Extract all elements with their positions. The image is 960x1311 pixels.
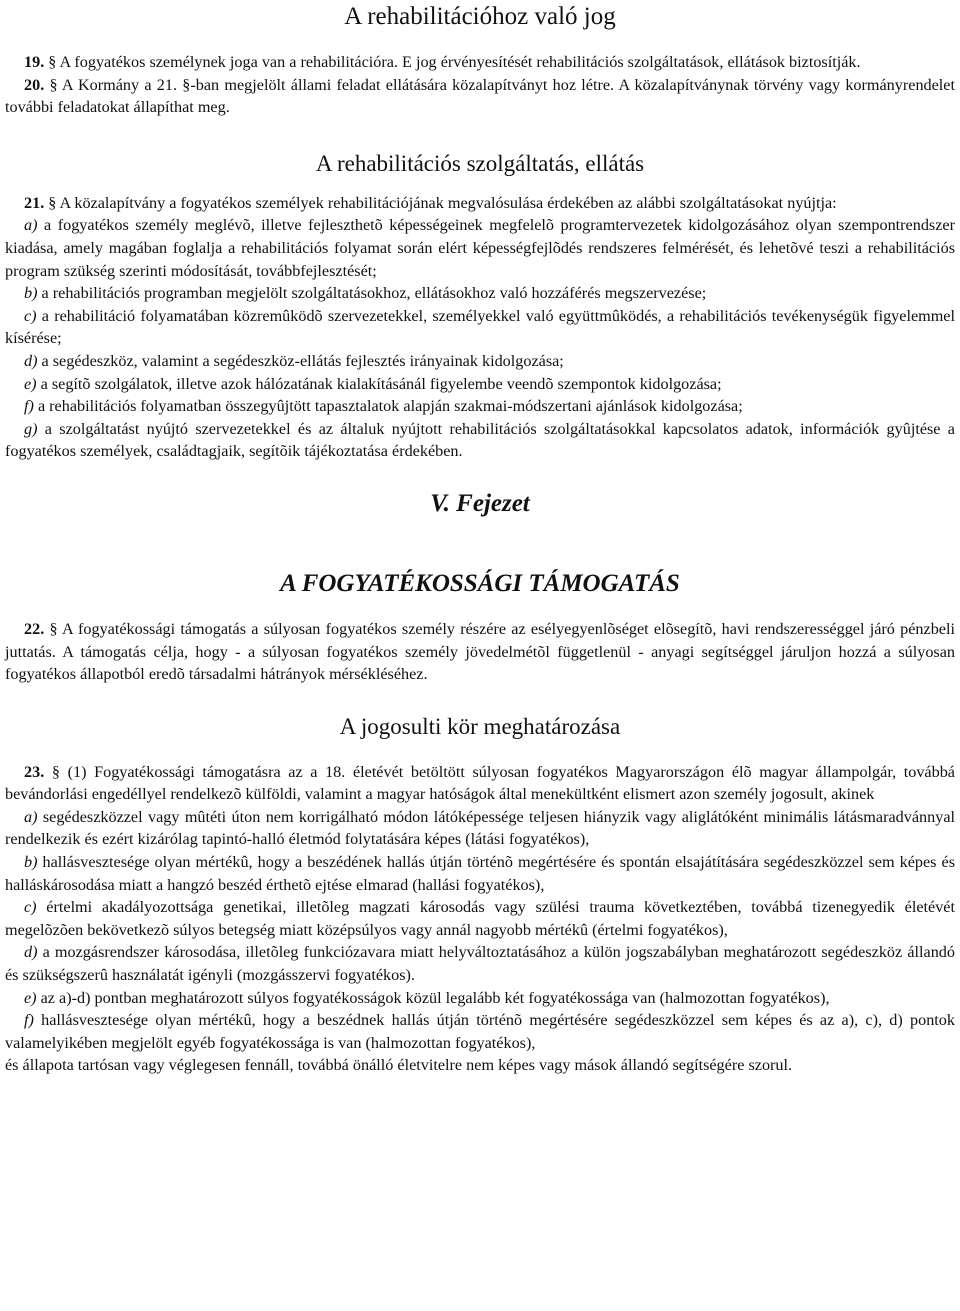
- list-letter: a): [24, 216, 38, 235]
- paragraph-text: § A Kormány a 21. §-ban megjelölt állami feladat ellátására közalapítványt hoz létre. A közalapítványnak törvény vagy kormányrendelet további feladatokat állapíthat meg.: [5, 75, 955, 117]
- list-item: [5, 851, 955, 896]
- list-text: a segítõ szolgálatok, illetve azok hálózatának kialakításánál figyelembe veendõ szempontok kidolgozása;: [36, 374, 722, 393]
- paragraph-19: [5, 51, 955, 74]
- list-letter: b): [24, 853, 38, 872]
- list-item: [5, 941, 955, 986]
- list-letter: b): [24, 284, 38, 303]
- list-item: [5, 418, 955, 463]
- heading-services: A rehabilitációs szolgáltatás, ellátás: [315, 150, 645, 176]
- list-text: segédeszközzel vagy mûtéti úton nem korrigálható módon látóképessége teljesen hiányzik vagy aliglátóként minimális látásmaradvánnyal rendelkezik és ezért kizárólag tapintó-halló életmód folytatására képes (látási fogyatékos),: [5, 807, 955, 849]
- chapter-number: V. Fejezet: [430, 489, 530, 517]
- chapter-title: A FOGYATÉKOSSÁGI TÁMOGATÁS: [280, 569, 680, 597]
- list-item: [5, 214, 955, 282]
- list-text: hallásvesztesége olyan mértékû, hogy a beszédnek hallás útján történõ megértésére segédeszközzel sem képes és az a), c), d) pontok valamelyikében megjelölt egyéb fogyatékossága is van (halmozottan fogyatékos),: [5, 1011, 955, 1052]
- list-text: hallásvesztesége olyan mértékû, hogy a beszédének hallás útján történõ megértésére és spontán elsajátítására segédeszközzel sem képes és halláskárosodása miatt a hangzó beszéd érthetõ ejtése elmarad (hallási fogyatékos),: [5, 853, 955, 894]
- list-letter: d): [24, 943, 38, 962]
- list-text: értelmi akadályozottsága genetikai, illetõleg magzati károsodás vagy szülési trauma következtében, továbbá tizenegyedik életévét megelõzõen bekövetkezõ súlyos betegség miatt középsúlyos vagy annál nagyobb mértékû (értelmi fogyatékos),: [5, 898, 955, 939]
- list-item: [5, 395, 955, 418]
- list-text: a mozgásrendszer károsodása, illetõleg funkciózavara miatt helyváltoztatásához a külön jogszabályban meghatározott segédeszköz állandó és szükségszerû használatát igényli (mozgásszervi fogyatékos).: [5, 943, 955, 985]
- paragraph-23: [5, 761, 955, 806]
- list-item: [5, 1009, 955, 1054]
- list-item: [5, 373, 955, 396]
- list-item: [5, 282, 955, 305]
- paragraph-text: § A közalapítvány a fogyatékos személyek rehabilitációjának megvalósulása érdekében az alábbi szolgáltatásokat nyújtja:: [44, 193, 837, 212]
- list-23: [5, 806, 955, 1055]
- list-letter: g): [24, 419, 38, 438]
- list-item: [5, 305, 955, 350]
- list-text: a rehabilitációs folyamatban összegyûjtött tapasztalatok alapján szakmai-módszertani ajánlások kidolgozása;: [33, 397, 743, 416]
- list-text: a segédeszköz, valamint a segédeszköz-ellátás fejlesztés irányainak kidolgozása;: [37, 351, 564, 370]
- list-21: [5, 214, 955, 463]
- paragraph-22: [5, 618, 955, 686]
- paragraph-text: § A fogyatékos személynek joga van a rehabilitációra. E jog érvényesítését rehabilitációs szolgáltatások, ellátások biztosítják.: [44, 53, 861, 71]
- closing-text: és állapota tartósan vagy véglegesen fennáll, továbbá önálló életvitelre nem képes vagy mások állandó segítségére szorul.: [5, 1056, 793, 1075]
- list-letter: e): [24, 374, 37, 393]
- list-letter: c): [24, 306, 37, 325]
- list-item: [5, 987, 955, 1010]
- paragraph-number: 19.: [24, 53, 45, 71]
- paragraph-number: 20.: [24, 75, 45, 94]
- list-text: a rehabilitáció folyamatában közremûködõ szervezetekkel, személyekkel való együttmûködés, a rehabilitációs tevékenységük figyelemmel kísérése;: [5, 306, 955, 348]
- paragraph-number: 23.: [24, 762, 45, 781]
- list-item: [5, 806, 955, 851]
- list-item: [5, 350, 955, 373]
- section-title: A rehabilitációhoz való jog: [344, 3, 616, 30]
- list-letter: c): [24, 898, 37, 917]
- list-letter: f): [24, 1011, 34, 1030]
- paragraph-number: 21.: [24, 193, 45, 212]
- paragraph-number: 22.: [24, 619, 45, 638]
- paragraph-21: [5, 192, 955, 215]
- paragraph-text: § (1) Fogyatékossági támogatásra az a 18. életévét betöltött súlyosan fogyatékos Magyarországon élõ magyar állampolgár, továbbá bevándorlási engedéllyel rendelkezõ külföldi, valamint a magyar hatóságok által menekültként elismert azon személy jogosult, akinek: [5, 762, 955, 804]
- list-text: a rehabilitációs programban megjelölt szolgáltatásokhoz, ellátásokhoz való hozzáférés megszervezése;: [37, 284, 707, 303]
- list-item: [5, 896, 955, 941]
- list-letter: a): [24, 807, 38, 826]
- list-letter: e): [24, 988, 37, 1007]
- paragraph-text: § A fogyatékossági támogatás a súlyosan fogyatékos személy részére az esélyegyenlõséget elõsegítõ, havi rendszerességgel járó pénzbeli juttatás. A támogatás célja, hogy - a súlyosan fogyatékos személy jövedelmétõl függetlenül - anyagi segítséggel járuljon hozzá a súlyosan fogyatékos állapotból eredõ társadalmi hátrányok mérsékléséhez.: [5, 619, 955, 684]
- paragraph-20: [5, 74, 955, 119]
- list-text: a fogyatékos személy meglévõ, illetve fejleszthetõ képességeinek megfelelõ programtervezetek kidolgozásához olyan szempontrendszer kiadása, amely magában foglalja a rehabilitációs folyamat során elért képességfejlõdés rendszeres felmérését, és lehetõvé teszi a rehabilitációs program szükség szerinti módosítását, továbbfejlesztését;: [5, 216, 955, 280]
- list-text: az a)-d) pontban meghatározott súlyos fogyatékosságok közül legalább két fogyatékossága van (halmozottan fogyatékos),: [36, 988, 830, 1007]
- list-letter: f): [24, 397, 34, 416]
- heading-eligibility: A jogosulti kör meghatározása: [339, 713, 621, 739]
- list-text: a szolgáltatást nyújtó szervezetekkel és az általuk nyújtott rehabilitációs szolgáltatásokkal kapcsolatos adatok, információk gyûjtése a fogyatékos személyek, családtagjaik, segítõik tájékoztatása érdekében.: [5, 419, 955, 461]
- list-letter: d): [24, 351, 38, 370]
